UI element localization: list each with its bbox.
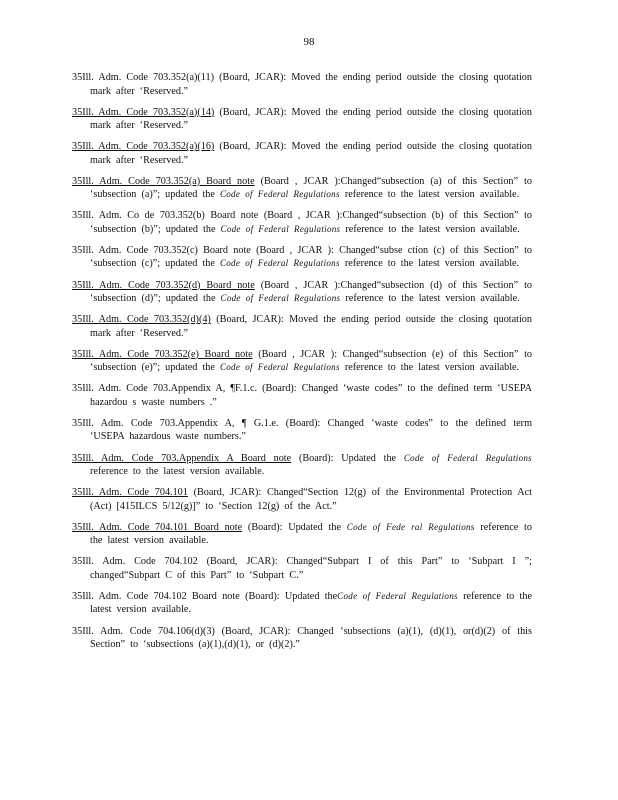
entry-text: (Board, JCAR): Changed“Subpart I of this Part” to ‘Subpart I ”; changed“Subpart C of this Part” to ‘Subpart C.”	[90, 556, 532, 581]
amendment-entry	[72, 625, 532, 652]
amendment-entry	[72, 590, 532, 617]
entry-text: (Board): Changed ‘waste codes” to the defined term ‘USEPA hazardou s waste numbers .”	[90, 383, 532, 408]
entry-text: (Board, JCAR): Moved the ending period outside the closing quotation mark after ‘Reserved.”	[90, 314, 532, 339]
entry-text: (Board): Updated the	[242, 521, 347, 533]
amendment-entry	[72, 71, 532, 98]
citation: 35Ill. Adm. Code 703.352(d)(4)	[72, 314, 211, 326]
citation: 35Ill. Adm. Code 703.352(a) Board note	[72, 175, 255, 187]
citation: 35Ill. Adm. Code 703.352(d) Board note	[72, 279, 255, 291]
amendment-entry	[72, 417, 532, 444]
entry-text-tail: reference to the latest version available.	[339, 258, 520, 270]
citation: 35Ill. Adm. Code 703.Appendix A, ¶ G.1.e.	[72, 417, 279, 429]
entry-text: (Board): Updated the	[291, 452, 404, 464]
cfr-reference: Code of Federal Regulations	[220, 293, 341, 304]
citation: 35Ill. Adm. Code 703.352(e) Board note	[72, 348, 253, 360]
amendment-entry	[72, 175, 532, 202]
cfr-reference: Code of Federal Regulations	[337, 590, 458, 601]
amendment-entry	[72, 140, 532, 167]
entry-text-tail: reference to the latest version available.	[340, 223, 520, 235]
amendment-entry	[72, 521, 532, 548]
citation: 35Ill. Adm. Code 704.101 Board note	[72, 521, 243, 533]
entry-text: (Board , JCAR ):Changed“subsection (a) of this Section” to ‘subsection (a)”; updated the	[90, 175, 532, 201]
citation: 35Ill. Adm. Code 703.352(a)(14)	[72, 106, 215, 118]
entry-text: (Board, JCAR): Changed ‘subsections (a)(1), (d)(1), or(d)(2) of this Section” to ‘subsections (a)(1),(d)(1), or (d)(2).”	[90, 625, 532, 650]
cfr-reference: Code of Federal Regulations	[219, 258, 340, 269]
cfr-reference: Code of Federal Regulations	[403, 452, 532, 463]
citation: 35Ill. Adm. Code 703.Appendix A Board note	[72, 452, 292, 464]
amendment-entry	[72, 244, 532, 271]
entry-text-tail: reference to the latest version available.	[90, 466, 265, 478]
cfr-reference: Code of Federal Regulations	[219, 362, 340, 373]
entry-text: (Board, JCAR): Moved the ending period outside the closing quotation mark after ‘Reserved.”	[90, 106, 532, 132]
citation: 35Ill. Adm. Code 703.Appendix A, ¶F.1.c.	[72, 383, 258, 395]
citation: 35Ill. Adm. Code 704.106(d)(3)	[72, 625, 215, 637]
entry-text: (Board , JCAR ): Changed“subsection (e) of this Section” to ‘subsection (e)”; updated the	[90, 348, 532, 374]
entry-text: (Board): Changed ‘waste codes” to the defined term ‘USEPA hazardous waste numbers.”	[90, 417, 532, 443]
entry-text: (Board, JCAR): Moved the ending period outside the closing quotation mark after ‘Reserved.”	[90, 72, 532, 97]
citation: 35Ill. Adm. Code 703.352(a)(11)	[72, 72, 215, 83]
entry-text: (Board, JCAR): Moved the ending period outside the closing quotation mark after ‘Reserved.”	[90, 141, 532, 166]
amendment-entry	[72, 486, 532, 513]
citation: 35Ill. Adm. Code 704.102 Board note	[72, 590, 240, 602]
amendment-entry	[72, 382, 532, 409]
amendment-entry	[72, 209, 532, 236]
entry-text-tail: reference to the latest version available.	[90, 590, 532, 616]
citation: 35Ill. Adm. Code 704.101	[72, 487, 188, 499]
amendment-entry	[72, 279, 532, 306]
amendment-list	[72, 71, 532, 659]
entry-text: (Board, JCAR): Changed“Section 12(g) of the Environmental Protection Act (Act) [415ILCS 5/12(g)]” to ‘Section 12(g) of the Act.”	[90, 487, 533, 512]
amendment-entry	[72, 452, 532, 479]
amendment-entry	[72, 555, 532, 582]
amendment-entry	[72, 348, 532, 375]
entry-text-tail: reference to the latest version available.	[339, 362, 520, 374]
entry-text: (Board , JCAR ):Changed“subsection (d) of this Section” to ‘subsection (d)”; updated the	[90, 279, 532, 305]
citation: 35Ill. Adm. Code 703.352(c) Board note	[72, 244, 251, 256]
citation: 35Ill. Adm. Code 704.102	[72, 556, 198, 568]
cfr-reference: Code of Federal Regulations	[219, 189, 340, 200]
cfr-reference: Code of Federal Regulations	[220, 223, 341, 234]
page-number: 98	[303, 36, 315, 48]
entry-text: (Board , JCAR ):Changed“subsection (b) of this Section” to ‘subsection (b)”; updated the	[90, 210, 532, 235]
entry-text-tail: reference to the latest version available.	[90, 521, 532, 547]
entry-text-tail: reference to the latest version available.	[339, 189, 520, 201]
citation: 35Ill. Adm. Co de 703.352(b) Board note	[72, 210, 259, 222]
entry-text-tail: reference to the latest version available.	[340, 293, 520, 305]
amendment-entry	[72, 313, 532, 340]
citation: 35Ill. Adm. Code 703.352(a)(16)	[72, 141, 215, 153]
entry-text: (Board , JCAR ): Changed“subse ction (c) of this Section” to ‘subsection (c)”; updated the	[90, 244, 532, 270]
amendment-entry	[72, 106, 532, 133]
entry-text: (Board): Updated the	[239, 590, 338, 602]
cfr-reference: Code of Fede ral Regulations	[346, 521, 475, 532]
